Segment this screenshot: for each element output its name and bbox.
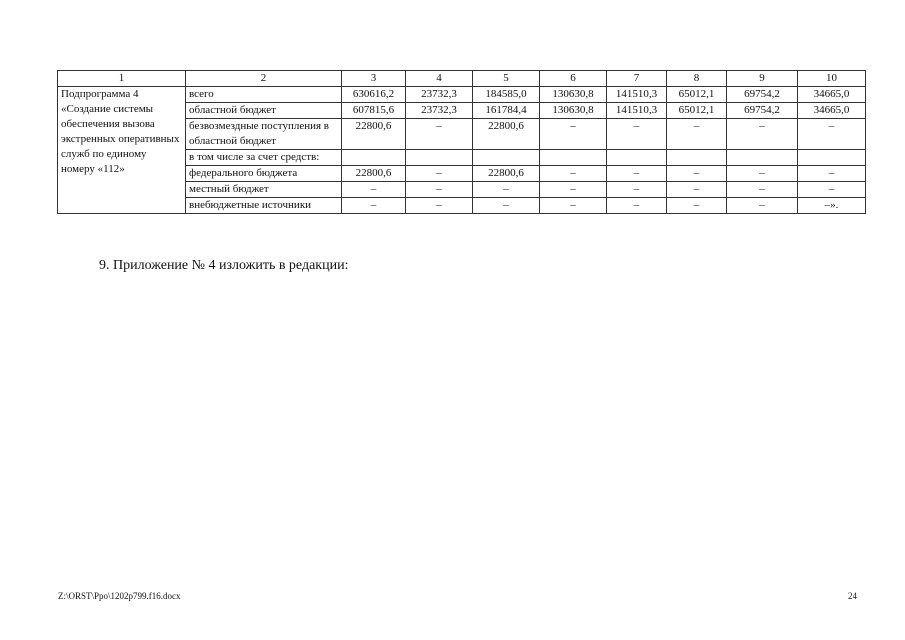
value-cell [406,150,473,166]
value-cell: – [473,182,540,198]
value-cell: – [406,166,473,182]
funding-source-label: в том числе за счет средств: [186,150,342,166]
value-cell: – [607,166,667,182]
value-cell [540,150,607,166]
value-cell: – [798,182,866,198]
value-cell: – [727,119,798,150]
value-cell: – [607,198,667,214]
value-cell: – [406,119,473,150]
value-cell: – [342,198,406,214]
value-cell: – [667,182,727,198]
funding-source-label: безвозмездные поступления в областной бюджет [186,119,342,150]
value-cell: 65012,1 [667,103,727,119]
value-cell: 34665,0 [798,103,866,119]
value-cell: 22800,6 [342,119,406,150]
value-cell: 184585,0 [473,87,540,103]
value-cell: – [406,198,473,214]
value-cell: – [727,198,798,214]
value-cell: – [667,119,727,150]
column-header: 6 [540,71,607,87]
column-header: 4 [406,71,473,87]
value-cell [798,150,866,166]
section-instruction: 9. Приложение № 4 изложить в редакции: [99,258,349,273]
value-cell: – [798,166,866,182]
budget-table [57,70,866,214]
value-cell: 141510,3 [607,103,667,119]
value-cell: – [540,166,607,182]
column-header: 9 [727,71,798,87]
funding-source-label: местный бюджет [186,182,342,198]
value-cell: 130630,8 [540,87,607,103]
value-cell: 69754,2 [727,103,798,119]
table-body [58,71,866,214]
value-cell: 65012,1 [667,87,727,103]
value-cell: – [540,119,607,150]
value-cell [607,150,667,166]
value-cell: – [607,119,667,150]
page-number: 24 [848,591,857,601]
funding-source-label: областной бюджет [186,103,342,119]
funding-source-label: всего [186,87,342,103]
table-header-row [58,71,866,87]
value-cell: 69754,2 [727,87,798,103]
value-cell: – [342,182,406,198]
value-cell: 161784,4 [473,103,540,119]
value-cell: – [540,198,607,214]
column-header: 1 [58,71,186,87]
column-header: 5 [473,71,540,87]
column-header: 2 [186,71,342,87]
value-cell: – [667,198,727,214]
value-cell: 22800,6 [473,119,540,150]
column-header: 7 [607,71,667,87]
table-row [58,87,866,103]
value-cell: 34665,0 [798,87,866,103]
value-cell: 630616,2 [342,87,406,103]
value-cell: – [540,182,607,198]
value-cell: – [667,166,727,182]
value-cell: – [406,182,473,198]
funding-source-label: федерального бюджета [186,166,342,182]
value-cell: – [727,166,798,182]
value-cell [342,150,406,166]
footer-file-path: Z:\ORST\Ppo\1202p799.f16.docx [58,591,181,601]
value-cell [473,150,540,166]
value-cell: – [727,182,798,198]
value-cell: – [798,119,866,150]
value-cell [727,150,798,166]
funding-source-label: внебюджетные источники [186,198,342,214]
value-cell: – [607,182,667,198]
value-cell: 141510,3 [607,87,667,103]
value-cell: – [473,198,540,214]
value-cell: 23732,3 [406,103,473,119]
program-name-cell: Подпрограмма 4 «Создание системы обеспечения вызова экстренных оперативных служб по единому номеру «112» [58,87,186,214]
column-header: 3 [342,71,406,87]
value-cell: 607815,6 [342,103,406,119]
column-header: 10 [798,71,866,87]
value-cell: 22800,6 [342,166,406,182]
value-cell: 130630,8 [540,103,607,119]
value-cell: 23732,3 [406,87,473,103]
column-header: 8 [667,71,727,87]
value-cell [667,150,727,166]
value-cell: 22800,6 [473,166,540,182]
value-cell: –». [798,198,866,214]
